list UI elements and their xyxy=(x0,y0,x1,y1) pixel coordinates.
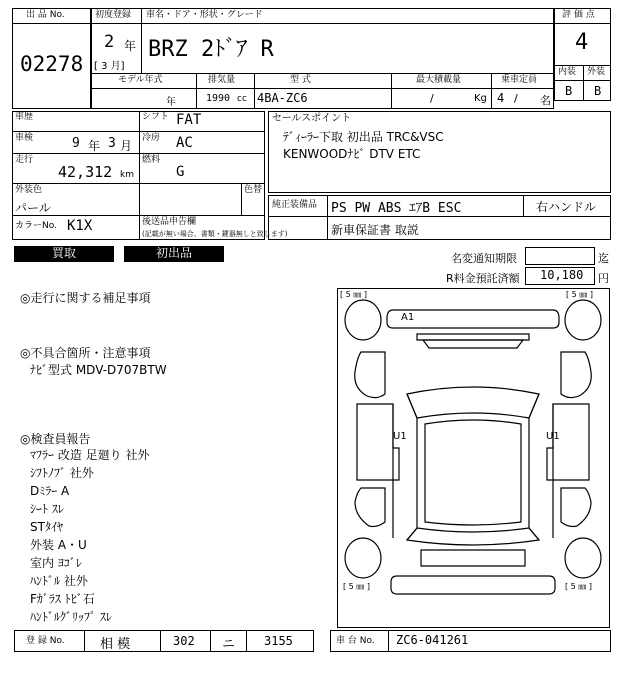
inspection-label: 車検 xyxy=(15,133,34,143)
hood xyxy=(417,334,529,340)
shift-value: FAT xyxy=(176,112,202,128)
max-load-label: 最大積載量 xyxy=(416,75,462,85)
inspection-month-unit: 月 xyxy=(120,139,133,153)
front-left-fender xyxy=(355,352,385,398)
inspection-year-unit: 年 xyxy=(88,139,101,153)
inspector-line: 外装 A・U xyxy=(30,538,87,552)
chassis-number-label: 車 台 No. xyxy=(336,636,375,646)
inspector-line: STﾀｲﾔ xyxy=(30,520,63,534)
front-right-tire xyxy=(565,300,601,340)
evaluation-label: 評 価 点 xyxy=(562,10,595,20)
model-label: 車名・ドア・形状・グレード xyxy=(146,10,263,20)
inspector-line: ｼｰﾄ ｽﾚ xyxy=(30,502,64,516)
first-listing-tag: 初出品 xyxy=(124,246,224,262)
buy-tag: 買取 xyxy=(14,246,114,262)
recycle-fee-label: R料金預託済額 xyxy=(446,272,520,285)
rear-bumper xyxy=(391,576,555,594)
registration-number-label: 登 録 No. xyxy=(26,636,65,646)
tire-rear-left-depth: [ 5 ㎜ ] xyxy=(343,582,370,591)
rear-right-fender xyxy=(561,488,591,527)
registration-kana: ニ xyxy=(222,637,236,652)
inspector-line: ﾊﾝﾄﾞﾙｸﾞﾘｯﾌﾟ ｽﾚ xyxy=(30,610,112,624)
car-diagram xyxy=(337,288,610,628)
recycle-fee-unit: 円 xyxy=(598,272,609,285)
history-label: 車歴 xyxy=(15,112,34,122)
steering-value: 右ハンドル xyxy=(536,200,597,214)
first-registration-label: 初度登録 xyxy=(95,10,132,20)
mileage-label: 走行 xyxy=(15,155,34,165)
equipment-value: PS PW ABS ｴｱB ESC xyxy=(331,201,462,216)
name-change-deadline-label: 名変通知期限 xyxy=(451,252,517,265)
sales-points-line-1: ﾃﾞｨｰﾗｰ下取 初出品 TRC&VSC xyxy=(283,130,444,144)
inspector-line: Dﾐﾗｰ A xyxy=(30,484,70,498)
front-left-tire xyxy=(345,300,381,340)
damage-mark-front: A1 xyxy=(401,312,415,323)
windshield xyxy=(407,387,539,418)
capacity-value: 4 xyxy=(497,91,505,105)
recycle-fee-value: 10,180 xyxy=(540,268,584,282)
type-label: 型 式 xyxy=(290,75,311,85)
lot-number: 02278 xyxy=(20,52,84,76)
first-registration-year: 2 xyxy=(104,32,115,52)
chassis-number-value: ZC6-041261 xyxy=(396,633,469,647)
capacity-label: 乗車定員 xyxy=(501,75,538,85)
after-documents-label: 後送品申告欄 xyxy=(142,217,197,227)
defects-header: ◎不具合箇所・注意事項 xyxy=(20,346,151,360)
displacement-unit: cc xyxy=(237,94,247,104)
inspection-year: 9 xyxy=(72,136,80,151)
mileage-unit: km xyxy=(120,170,134,180)
inspector-line: ｼﾌﾄﾉﾌﾞ 社外 xyxy=(30,466,94,480)
trunk xyxy=(421,550,525,566)
mileage-value: 42,312 xyxy=(58,163,113,181)
fuel-label: 燃料 xyxy=(142,155,161,165)
roof xyxy=(425,420,521,525)
registration-class: 302 xyxy=(173,634,195,648)
evaluation-score: 4 xyxy=(575,30,589,55)
inspector-line: 室内 ﾖｺﾞﾚ xyxy=(30,556,82,570)
name-change-deadline-unit: 迄 xyxy=(598,252,609,265)
registration-digits: 3155 xyxy=(264,634,293,648)
model-year-label: モデル年式 xyxy=(118,75,163,85)
rear-left-fender xyxy=(355,488,385,527)
shift-label: シフト xyxy=(142,112,170,122)
inspector-report-header: ◎検査員報告 xyxy=(20,432,91,446)
inspection-month: 3 xyxy=(108,136,116,151)
exterior-color-value: パール xyxy=(15,201,51,215)
warranty-value: 新車保証書 取説 xyxy=(331,223,419,237)
tire-front-right-depth: [ 5 ㎜ ] xyxy=(566,290,593,299)
tire-rear-right-depth: [ 5 ㎜ ] xyxy=(565,582,592,591)
interior-label: 内装 xyxy=(558,67,577,77)
after-documents-note: (記載が無い場合、書類・鍵器無しと致します) xyxy=(142,230,288,238)
interior-grade: B xyxy=(565,84,573,98)
model-name: BRZ 2ﾄﾞｱ R xyxy=(148,37,274,62)
driving-notes-header: ◎走行に関する補足事項 xyxy=(20,291,151,305)
equipment-label: 純正装備品 xyxy=(272,200,318,210)
max-load-unit: Kg xyxy=(474,93,487,104)
damage-mark-left: U1 xyxy=(393,431,407,442)
rear-right-tire xyxy=(565,538,601,578)
displacement-label: 排気量 xyxy=(208,75,236,85)
exterior-grade: B xyxy=(594,84,602,98)
inspector-line: Fｶﾞﾗｽ ﾄﾋﾞ石 xyxy=(30,592,95,606)
sales-points-label: セールスポイント xyxy=(272,113,352,124)
fuel-value: G xyxy=(176,164,185,180)
color-number-label: カラーNo. xyxy=(15,221,57,231)
capacity-unit: 名 xyxy=(540,94,551,107)
type-value: 4BA-ZC6 xyxy=(257,91,308,105)
registration-area: 相 模 xyxy=(100,637,131,652)
model-year-value: 年 xyxy=(166,97,176,108)
name-change-deadline-box xyxy=(525,247,595,265)
inspector-line: ﾊﾝﾄﾞﾙ 社外 xyxy=(30,574,88,588)
damage-mark-right: U1 xyxy=(546,431,560,442)
year-unit: 年 xyxy=(124,39,137,53)
rear-left-tire xyxy=(345,538,381,578)
front-right-fender xyxy=(561,352,591,398)
exterior-label: 外装 xyxy=(587,67,606,77)
inspector-line: ﾏﾌﾗｰ 改造 足廻り 社外 xyxy=(30,448,150,462)
ac-value: AC xyxy=(176,135,193,151)
rear-window xyxy=(407,528,539,545)
exterior-color-label: 外装色 xyxy=(15,185,43,195)
color-change-label: 色替 xyxy=(244,185,263,195)
displacement-value: 1990 xyxy=(206,93,231,104)
first-registration-month: [ 3 月] xyxy=(94,61,125,72)
defects-line-1: ﾅﾋﾞ型式 MDV-D707BTW xyxy=(30,363,167,377)
sales-points-line-2: KENWOODﾅﾋﾞ DTV ETC xyxy=(283,147,421,161)
lot-number-label: 出 品 No. xyxy=(26,10,65,20)
tire-front-left-depth: [ 5 ㎜ ] xyxy=(340,290,367,299)
ac-label: 冷房 xyxy=(142,133,161,143)
capacity-separator: / xyxy=(514,92,518,105)
max-load-separator: / xyxy=(430,92,434,105)
color-number-value: K1X xyxy=(67,218,93,234)
